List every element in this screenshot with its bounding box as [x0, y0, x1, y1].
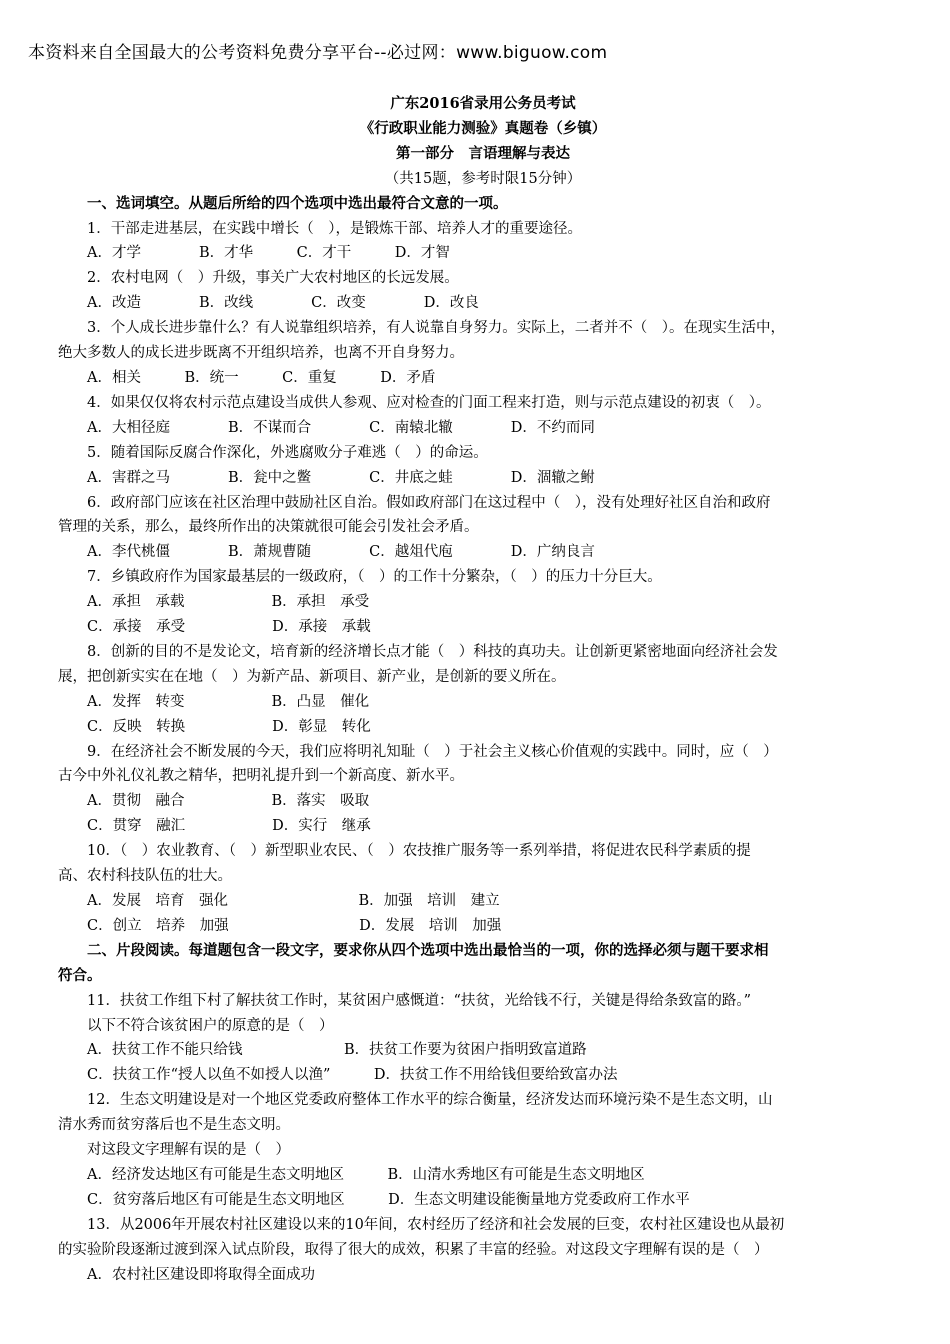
question-12-cont: 清水秀而贫穷落后也不是生态文明。: [58, 1117, 290, 1134]
question-12-prompt: 对这段文字理解有误的是（ ）: [87, 1142, 290, 1159]
question-7-options-ab: A．承担 承载 B．承担 承受: [87, 594, 370, 611]
exam-subtitle: 《行政职业能力测验》真题卷（乡镇）: [359, 119, 607, 137]
question-12-options-cd: C．贫穷落后地区有可能是生态文明地区 D．生态文明建设能衡量地方党委政府工作水平: [87, 1191, 690, 1208]
question-10-options-ab: A．发展 培育 强化 B．加强 培训 建立: [87, 893, 500, 909]
question-4: 4．如果仅仅将农村示范点建设当成供人参观、应对检查的门面工程来打造，则与示范点建设的初衷（ ）。: [87, 394, 771, 411]
question-4-options: A．大相径庭 B．不谋而合 C．南辕北辙 D．不约而同: [87, 419, 595, 436]
question-13-cont: 的实验阶段逐渐过渡到深入试点阶段，取得了很大的成效，积累了丰富的经验。对这段文字理解有误的是（ ）: [58, 1241, 769, 1258]
question-11: 11．扶贫工作组下村了解扶贫工作时，某贫困户感慨道：“扶贫，光给钱不行，关键是得给条致富的路。”: [87, 992, 752, 1009]
question-1: 1．干部走进基层，在实践中增长（ ），是锻炼干部、培养人才的重要途径。: [87, 220, 582, 237]
question-8: 8．创新的目的不是发论文，培育新的经济增长点才能（ ）科技的真功夫。让创新更紧密地面向经济社会发: [87, 643, 778, 660]
question-3: 3．个人成长进步靠什么？有人说靠组织培养，有人说靠自身努力。实际上，二者并不（ ）。在现实生活中，: [87, 320, 785, 337]
question-5: 5．随着国际反腐合作深化，外逃腐败分子难逃（ ）的命运。: [87, 444, 488, 461]
question-11-options-ab: A．扶贫工作不能只给钱 B．扶贫工作要为贫困户指明致富道路: [87, 1042, 587, 1059]
question-13: 13．从2006年开展农村社区建设以来的10年间，农村经历了经济和社会发展的巨变，农村社区建设也从最初: [87, 1216, 785, 1233]
question-2: 2．农村电网（ ）升级，事关广大农村地区的长远发展。: [87, 270, 459, 287]
question-3-options: A．相关 B．统一 C．重复 D．矛盾: [87, 369, 436, 386]
question-10: 10．（ ）农业教育、（ ）新型职业农民、（ ）农技推广服务等一系列举措，将促进农民科学素质的提: [87, 843, 751, 860]
part-heading: 第一部分 言语理解与表达: [396, 144, 570, 162]
exam-title: 广东2016省录用公务员考试: [390, 95, 576, 112]
question-8-options-ab: A．发挥 转变 B．凸显 催化: [87, 693, 370, 710]
question-5-options: A．害群之马 B．瓮中之鳖 C．井底之蛙 D．涸辙之鲋: [87, 469, 595, 486]
question-8-options-cd: C．反映 转换 D．彰显 转化: [87, 718, 371, 735]
question-9-options-cd: C．贯穿 融汇 D．实行 继承: [87, 818, 371, 835]
question-9: 9．在经济社会不断发展的今天，我们应将明礼知耻（ ）于社会主义核心价值观的实践中。同时，应（ ）: [87, 743, 778, 760]
question-2-options: A．改造 B．改线 C．改变 D．改良: [87, 295, 479, 312]
time-note: （共15题，参考时限15分钟）: [384, 170, 582, 187]
section-heading-2-cont: 符合。: [58, 966, 102, 984]
section-heading-2: 二、片段阅读。每道题包含一段文字，要求你从四个选项中选出最恰当的一项，你的选择必须与题干要求相: [87, 941, 769, 959]
exam-content: [58, 92, 908, 1288]
question-6-cont: 管理的关系，那么，最终所作出的决策就很可能会引发社会矛盾。: [58, 519, 479, 536]
question-1-options: A．才学 B．才华 C．才干 D．才智: [87, 245, 450, 262]
question-11-prompt: 以下不符合该贫困户的原意的是（ ）: [87, 1017, 334, 1034]
question-10-cont: 高、农村科技队伍的壮大。: [58, 868, 232, 885]
source-header: 本资料来自全国最大的公考资料免费分享平台--必过网：www.biguow.com: [28, 43, 608, 63]
question-3-cont: 绝大多数人的成长进步既离不开组织培养，也离不开自身努力。: [58, 345, 464, 362]
question-12-options-ab: A．经济发达地区有可能是生态文明地区 B．山清水秀地区有可能是生态文明地区: [87, 1166, 645, 1183]
question-11-options-cd: C．扶贫工作“授人以鱼不如授人以渔” D．扶贫工作不用给钱但要给致富办法: [87, 1067, 618, 1084]
question-6-options: A．李代桃僵 B．萧规曹随 C．越俎代庖 D．广纳良言: [87, 544, 595, 561]
section-heading-1: 一、选词填空。从题后所给的四个选项中选出最符合文意的一项。: [87, 194, 508, 212]
question-7: 7．乡镇政府作为国家最基层的一级政府，（ ）的工作十分繁杂，（ ）的压力十分巨大。: [87, 569, 662, 586]
question-9-cont: 古今中外礼仪礼教之精华，把明礼提升到一个新高度、新水平。: [58, 768, 464, 785]
question-8-cont: 展，把创新实实在在地（ ）为新产品、新项目、新产业，是创新的要义所在。: [58, 668, 566, 685]
question-6: 6．政府部门应该在社区治理中鼓励社区自治。假如政府部门在这过程中（ ），没有处理好社区自治和政府: [87, 494, 771, 511]
question-13-option-a: A．农村社区建设即将取得全面成功: [87, 1266, 315, 1283]
question-12: 12．生态文明建设是对一个地区党委政府整体工作水平的综合衡量，经济发达而环境污染不是生态文明，山: [87, 1092, 773, 1109]
question-10-options-cd: C．创立 培养 加强 D．发展 培训 加强: [87, 917, 502, 934]
question-7-options-cd: C．承接 承受 D．承接 承载: [87, 619, 371, 636]
question-9-options-ab: A．贯彻 融合 B．落实 吸取: [87, 793, 370, 810]
